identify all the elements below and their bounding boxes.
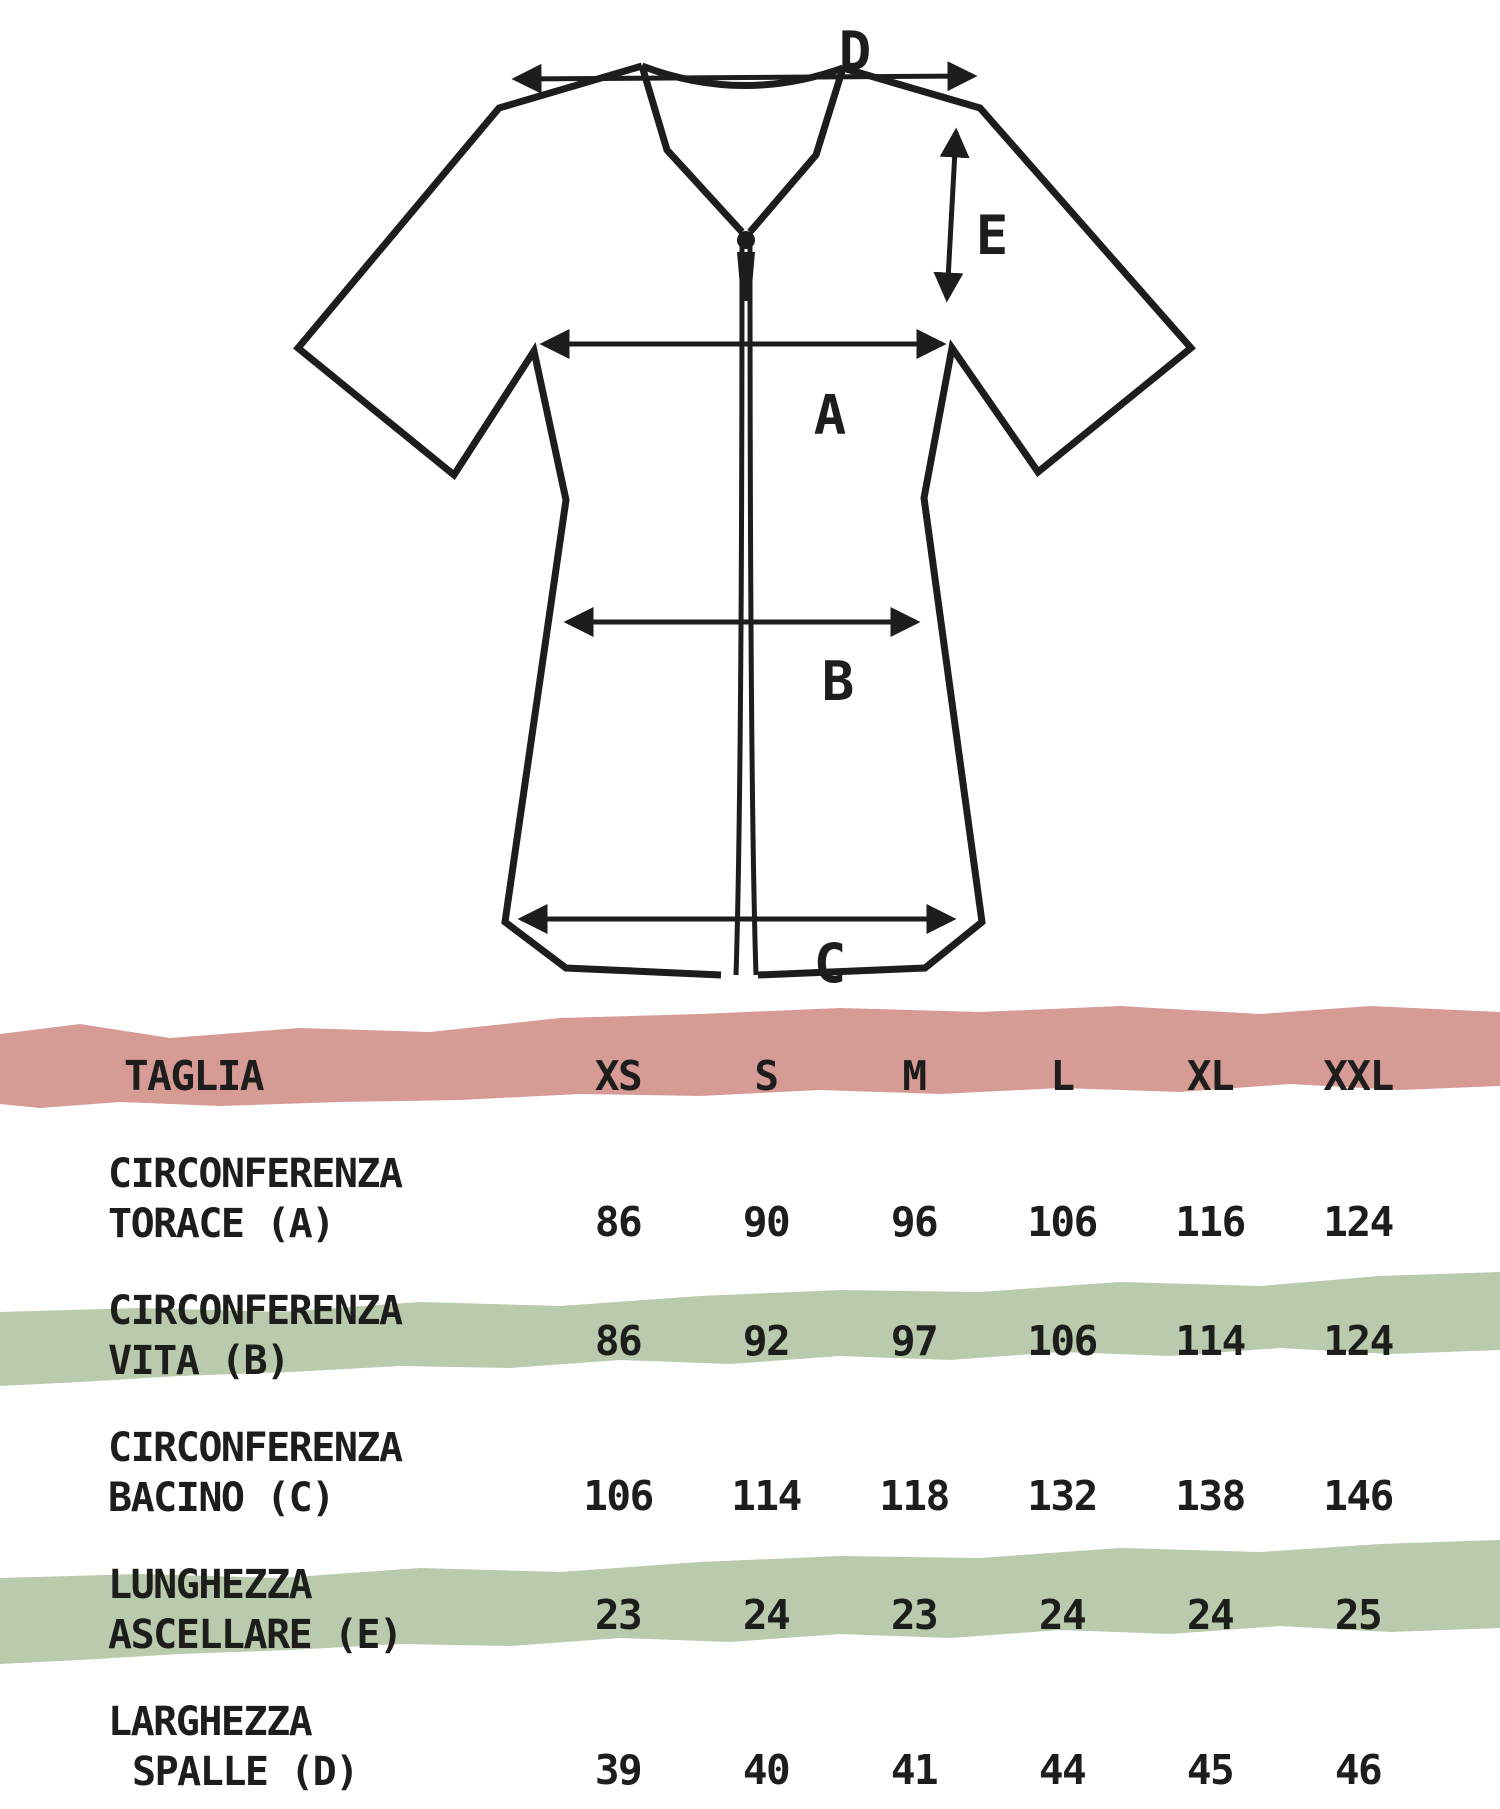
header-size-m: M [902,1052,926,1100]
measure-label-d: D [838,20,872,83]
measure-label-b: B [821,650,855,713]
cell-value: 24 [1038,1591,1086,1639]
cell-value: 23 [890,1591,938,1639]
cell-value: 86 [594,1317,642,1365]
row-label: CIRCONFERENZA BACINO (C) [108,1425,402,1521]
arrow-d [516,76,973,79]
cell-value: 41 [890,1746,938,1794]
header-size-s: S [754,1052,778,1100]
zipper-line-right [750,240,756,975]
cell-value: 92 [742,1317,790,1365]
cell-value: 23 [594,1591,642,1639]
header-size-xxl: XXL [1323,1052,1393,1100]
zipper-line-left [736,240,742,975]
arrow-e [947,132,956,298]
zipper-slider [737,231,755,249]
garment-diagram [250,0,1250,990]
cell-value: 40 [742,1746,790,1794]
table-header-row [0,1048,1500,1104]
garment-vneck-left [642,66,742,232]
cell-value: 45 [1186,1746,1234,1794]
header-size-l: L [1050,1052,1074,1100]
cell-value: 24 [742,1591,790,1639]
row-label: CIRCONFERENZA VITA (B) [108,1288,402,1384]
garment-left-outline [298,66,721,975]
cell-value: 24 [1186,1591,1234,1639]
cell-value: 39 [594,1746,642,1794]
row-label: LARGHEZZA SPALLE (D) [108,1699,358,1795]
cell-value: 25 [1334,1591,1382,1639]
cell-value: 97 [890,1317,938,1365]
cell-value: 106 [583,1472,653,1520]
cell-value: 118 [879,1472,949,1520]
cell-value: 116 [1175,1198,1245,1246]
cell-value: 90 [742,1198,790,1246]
table-row-bacino [0,1423,1500,1535]
cell-value: 106 [1027,1317,1097,1365]
measure-label-c: C [813,932,847,990]
cell-value: 124 [1323,1317,1393,1365]
cell-value: 138 [1175,1472,1245,1520]
cell-value: 124 [1323,1198,1393,1246]
cell-value: 114 [1175,1317,1245,1365]
table-row-vita [0,1286,1500,1398]
measure-label-a: A [813,384,847,447]
cell-value: 114 [731,1472,801,1520]
header-size-xl: XL [1186,1052,1234,1100]
garment-right-outline [758,68,1191,975]
cell-value: 46 [1334,1746,1382,1794]
garment-vneck-right [750,68,843,232]
table-row-ascellare [0,1560,1500,1672]
cell-value: 44 [1038,1746,1086,1794]
cell-value: 146 [1323,1472,1393,1520]
table-row-torace [0,1149,1500,1261]
table-row-spalle [0,1697,1500,1809]
cell-value: 106 [1027,1198,1097,1246]
cell-value: 132 [1027,1472,1097,1520]
cell-value: 86 [594,1198,642,1246]
row-label: LUNGHEZZA ASCELLARE (E) [108,1562,402,1658]
measure-label-e: E [975,204,1009,267]
cell-value: 96 [890,1198,938,1246]
row-label: CIRCONFERENZA TORACE (A) [108,1151,402,1247]
header-size-xs: XS [594,1052,642,1100]
header-taglia: TAGLIA [124,1052,264,1100]
